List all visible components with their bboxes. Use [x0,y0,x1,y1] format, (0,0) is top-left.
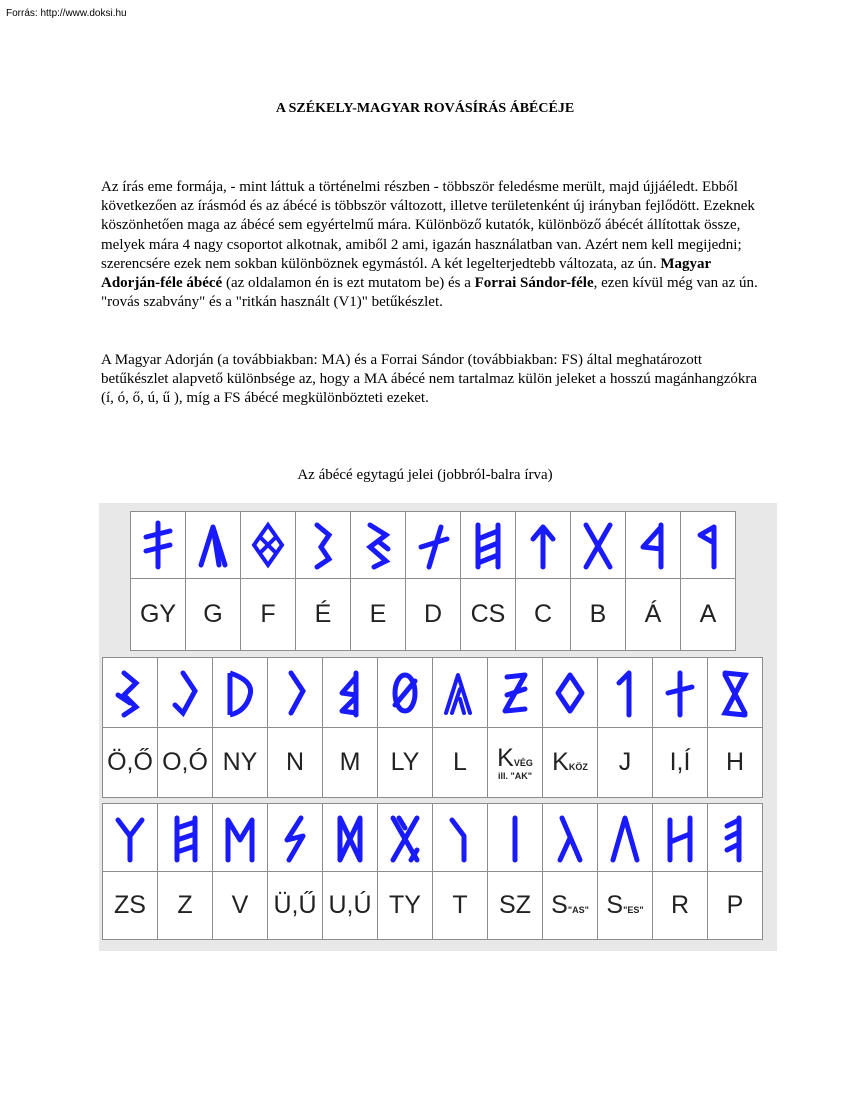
latin-letter: Ü,Ű [268,872,323,940]
latin-letter-k-koz [543,728,598,798]
rune-cell [708,804,763,872]
rune-table-row-2 [102,657,763,798]
rune-cell [158,658,213,728]
intro-text-1: Az írás eme formája, - mint láttuk a történelmi részben - többször feledésme merült, majd újjáéledt. Ebből következően az írásmód és az ábécé is többször változott, illetve területenként új irányban fejlődött. Ezeknek köszönhetően maga az ábécé sem egyértelmű mára. Különböző kutatók, különböző ábécét állítottak össze, melyek mára 4 nagy csoportot alkotnak, amiből 2 ami, igazán használatban van. Azért nem kell megijedni; szerencsére ezek nem sokban különböznek egymástól. A két legelterjedtebb változata, az ún. [101,179,755,272]
latin-letter: H [708,728,763,798]
latin-letter: ZS [103,872,158,940]
rune-n-icon [275,665,315,721]
latin-letter: NY [213,728,268,798]
rune-cell [268,658,323,728]
rune-l-icon [440,665,480,721]
latin-letter: J [598,728,653,798]
rune-cell [186,512,241,579]
rune-cell [681,512,736,579]
rune-p-icon [715,810,755,866]
latin-letter: TY [378,872,433,940]
rune-cell [488,658,543,728]
latin-letter-s-es [598,872,653,940]
latin-letter: LY [378,728,433,798]
latin-letter: M [323,728,378,798]
rune-cell [543,658,598,728]
rune-zs-icon [110,810,150,866]
rune-cell [323,804,378,872]
rune-cell [323,658,378,728]
latin-letter: B [571,579,626,651]
rune-cell [653,658,708,728]
latin-letter: P [708,872,763,940]
rune-cell [131,512,186,579]
intro-text-3: , ezen kívül még van az ún. "rovás szabvány" és a "ritkán használt (V1)" betűkészlet. [101,275,758,311]
rune-cell [213,658,268,728]
rune-o-icon [165,665,205,721]
source-line: Forrás: http://www.doksi.hu [6,8,127,19]
rune-j-icon [605,665,645,721]
rune-k-koz-icon [550,665,590,721]
latin-letter-sub: "ES" [623,905,644,915]
rune-cell [378,658,433,728]
rune-cell [571,512,626,579]
rune-cell [103,658,158,728]
rune-table-row-1 [130,511,736,651]
comparison-paragraph: A Magyar Adorján (a továbbiakban: MA) és a Forrai Sándor (továbbiakban: FS) által meghatározott betűkészlet alapvető különbsége az, hogy a MA ábécé nem tartalmaz külön jeleket a hosszú magánhangzókra (í, ó, ő, ú, ű ), míg a FS ábécé megkülönbözteti ezeket. [101,352,758,407]
latin-letter: Z [158,872,213,940]
rune-cell [433,658,488,728]
rune-s-as-icon [550,810,590,866]
latin-letter-s-as [543,872,598,940]
rune-e-long-icon [303,517,343,573]
latin-letter: U,Ú [323,872,378,940]
rune-cell [103,804,158,872]
rune-gy-icon [138,517,178,573]
latin-letter: F [241,579,296,651]
latin-letter: L [433,728,488,798]
rune-cell [213,804,268,872]
intro-text-2: (az oldalamon én is ezt mutatom be) és a [222,275,475,292]
rune-cell [296,512,351,579]
latin-letter: V [213,872,268,940]
rune-t-icon [440,810,480,866]
rune-cell [406,512,461,579]
latin-letter: R [653,872,708,940]
latin-letter-main: K [497,744,514,772]
rune-a-icon [688,517,728,573]
latin-letter-sub2: ill. "AK" [497,771,533,781]
page-title: A SZÉKELY-MAGYAR ROVÁSÍRÁS ÁBÉCÉJE [275,101,575,116]
intro-paragraph [101,178,761,312]
latin-letter-sub: KÖZ [568,762,588,772]
rune-m-icon [330,665,370,721]
rune-cell [351,512,406,579]
latin-letter: C [516,579,571,651]
intro-bold-fs: Forrai Sándor-féle [474,275,594,292]
rune-c-icon [523,517,563,573]
latin-letter-sub: VÉG [513,758,533,768]
latin-letter-main: K [552,748,569,776]
latin-letter: N [268,728,323,798]
rune-cell [158,804,213,872]
rune-r-icon [660,810,700,866]
rune-cell [241,512,296,579]
latin-letter: T [433,872,488,940]
rune-k-veg-icon [495,665,535,721]
rune-z-icon [165,810,205,866]
rune-o-umlaut-icon [110,665,150,721]
rune-cell [516,512,571,579]
rune-f-icon [248,517,288,573]
rune-alphabet-figure [99,503,777,951]
rune-s-es-icon [605,810,645,866]
rune-u-umlaut-icon [275,810,315,866]
latin-letter-main: S [551,891,568,919]
rune-g-icon [193,517,233,573]
rune-sz-icon [495,810,535,866]
latin-letter: SZ [488,872,543,940]
rune-cell [598,658,653,728]
rune-d-icon [413,517,453,573]
intro-bold-ma: Magyar Adorján-féle ábécé [101,255,711,292]
latin-letter: Ö,Ő [103,728,158,798]
rune-cell [461,512,516,579]
latin-letter: E [351,579,406,651]
rune-u-icon [330,810,370,866]
rune-ty-icon [385,810,425,866]
latin-letter: É [296,579,351,651]
rune-h-icon [715,665,755,721]
latin-letter-main: S [606,891,624,919]
rune-cell [598,804,653,872]
latin-letter: O,Ó [158,728,213,798]
latin-letter: GY [131,579,186,651]
latin-letter: D [406,579,461,651]
rune-v-icon [220,810,260,866]
rune-cell [626,512,681,579]
rune-ly-icon [385,665,425,721]
rune-cell [488,804,543,872]
rune-table-row-3 [102,803,763,940]
latin-letter: A [681,579,736,651]
latin-letter: Á [626,579,681,651]
rune-cell [433,804,488,872]
rune-a-long-icon [633,517,673,573]
rune-cell [543,804,598,872]
rune-cell [653,804,708,872]
latin-letter-sub: "AS" [567,905,589,915]
rune-cs-icon [468,517,508,573]
table-caption: Az ábécé egytagú jelei (jobbról-balra írva) [297,467,553,483]
latin-letter: I,Í [653,728,708,798]
rune-i-icon [660,665,700,721]
rune-cell [708,658,763,728]
rune-cell [378,804,433,872]
latin-letter: CS [461,579,516,651]
rune-b-icon [578,517,618,573]
rune-ny-icon [220,665,260,721]
latin-letter: G [186,579,241,651]
latin-letter-k-veg [488,728,543,798]
rune-cell [268,804,323,872]
rune-e-icon [358,517,398,573]
